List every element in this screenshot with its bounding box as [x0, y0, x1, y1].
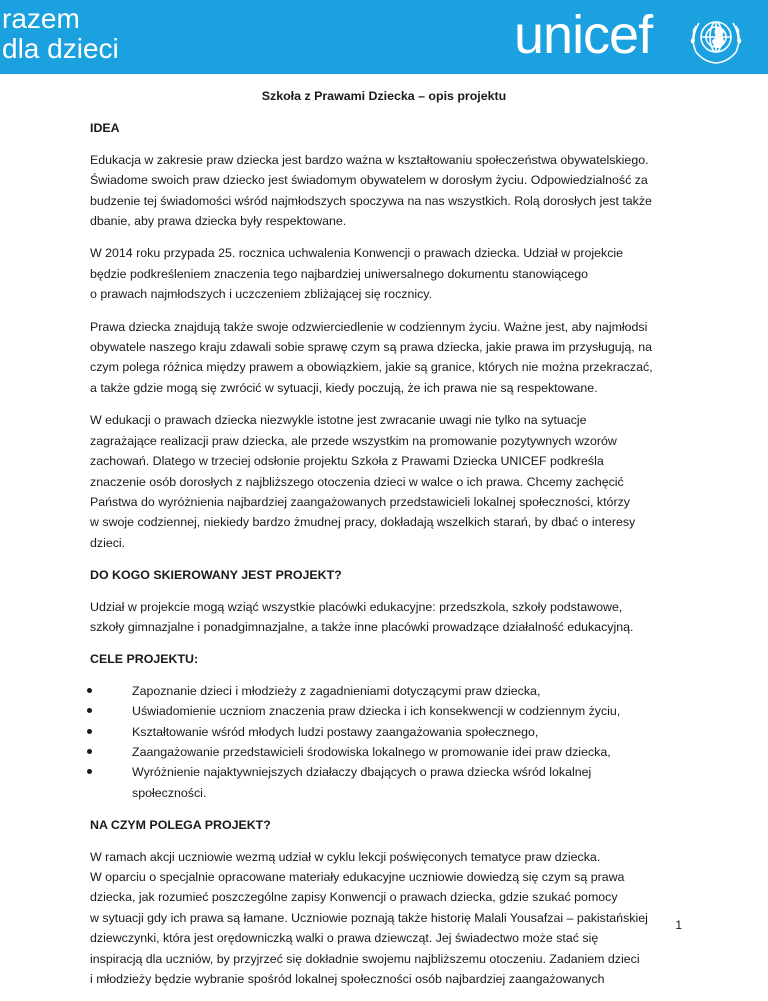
- text-line: zachowań. Dlatego w trzeciej odsłonie projektu Szkoła z Prawami Dziecka UNICEF podkreśla: [90, 454, 604, 469]
- list-item: [90, 681, 678, 701]
- text-line: dziewczynki, która jest orędowniczką walki o prawa dziewcząt. Jej świadectwo może stać się: [90, 931, 599, 946]
- list-item: [90, 701, 678, 721]
- list-item-text: Wyróżnienie najaktywniejszych działaczy dbających o prawa dziecka wśród lokalnej: [132, 765, 592, 780]
- text-line: W edukacji o prawach dziecka niezwykle istotne jest zwracanie uwagi nie tylko na sytuacje: [90, 413, 587, 428]
- section-heading-idea: IDEA: [90, 121, 120, 136]
- text-line: w sytuacji gdy ich prawa są łamane. Uczniowie poznają także historię Malali Yousafzai – pakistańskiej: [90, 910, 648, 925]
- header-banner: [0, 0, 768, 74]
- text-line: Udział w projekcie mogą wziąć wszystkie placówki edukacyjne: przedszkola, szkoły podstawowe,: [90, 599, 623, 614]
- goals-list: [90, 681, 678, 803]
- list-item-text: Zapoznanie dzieci i młodzieży z zagadnieniami dotyczącymi praw dziecka,: [132, 683, 541, 698]
- document-title: Szkoła z Prawami Dziecka – opis projektu: [261, 89, 507, 103]
- text-line: budzenie tej świadomości wśród najmłodszych spoczywa na nas wszystkich. Rolą dorosłych jest także: [90, 193, 652, 208]
- list-item: [90, 722, 678, 742]
- text-line: w swoje codziennej, niekiedy bardzo żmudnej pracy, dokładają wszelkich starań, by dbać o interesy: [90, 515, 636, 530]
- text-line: znaczenie osób dorosłych z najbliższego otoczenia dzieci w walce o ich prawa. Chcemy zachęcić: [90, 474, 624, 489]
- section-heading-method: NA CZYM POLEGA PROJEKT?: [90, 818, 271, 833]
- text-line: W ramach akcji uczniowie wezmą udział w cyklu lekcji poświęconych tematyce praw dziecka.: [90, 849, 601, 864]
- text-line: czym polega różnica między prawem a obowiązkiem, jakie są granice, których nie można przekraczać,: [90, 360, 653, 375]
- paragraph: [90, 150, 678, 232]
- text-line: będzie podkreśleniem znaczenia tego najbardziej uniwersalnego dokumentu stanowiącego: [90, 266, 589, 281]
- section-heading-goals: CELE PROJEKTU:: [90, 652, 199, 667]
- text-line: dbanie, aby prawa dziecka były respektowane.: [90, 214, 347, 229]
- list-item-text: Zaangażowanie przedstawicieli środowiska lokalnego w promowanie idei praw dziecka,: [132, 744, 611, 759]
- text-line: W oparciu o specjalnie opracowane materiały edukacyjne uczniowie dowiedzą się czym są prawa: [90, 870, 625, 884]
- unicef-logo-text: unicef: [514, 5, 653, 65]
- slogan-line-2: dla dzieci: [2, 33, 119, 64]
- text-line: W 2014 roku przypada 25. rocznica uchwalenia Konwencji o prawach dziecka. Udział w projekcie: [90, 246, 624, 261]
- section-heading-audience: DO KOGO SKIEROWANY JEST PROJEKT?: [90, 568, 342, 583]
- slogan-line-1: razem: [2, 3, 80, 34]
- list-item: [90, 742, 678, 762]
- text-line: zagrażające realizacji praw dziecka, ale przede wszystkim na promowanie pozytywnych wzorów: [90, 433, 617, 448]
- text-line: a także gdzie mogą się zwrócić w sytuacji, kiedy poczują, że ich prawa nie są respektowane.: [90, 380, 598, 395]
- text-line: dzieci.: [90, 535, 126, 550]
- paragraph: [90, 597, 678, 638]
- text-line: Świadome swoich praw dziecko jest świadomym obywatelem w dorosłym życiu. Odpowiedzialność za: [90, 173, 648, 188]
- text-line: Edukacja w zakresie praw dziecka jest bardzo ważna w kształtowaniu społeczeństwa obywatelskiego.: [90, 152, 649, 167]
- document-body: [90, 86, 678, 1001]
- list-item-text: Uświadomienie uczniom znaczenia praw dziecka i ich konsekwencji w codziennym życiu,: [132, 704, 621, 719]
- paragraph: [90, 243, 678, 304]
- text-line: inspiracją dla uczniów, by przyjrzeć się dokładnie swojemu najbliższemu otoczeniu. Zadaniem dzieci: [90, 951, 640, 966]
- text-line: o prawach najmłodszych i uczczeniem zbliżającej się rocznicy.: [90, 287, 433, 302]
- paragraph: [90, 317, 678, 399]
- page-number: 1: [675, 918, 682, 932]
- paragraph: [90, 410, 678, 553]
- list-item: [90, 762, 678, 803]
- slogan: [2, 4, 222, 64]
- text-line: i młodzieży będzie wybranie spośród lokalnej społeczności osób najbardziej zaangażowanych: [90, 972, 605, 987]
- unicef-emblem-icon: [686, 8, 746, 68]
- list-item-text: Kształtowanie wśród młodych ludzi postawy zaangażowania społecznego,: [132, 724, 539, 739]
- text-line: Państwa do wyróżnienia najbardziej zaangażowanych przedstawicieli lokalnej społeczności, którzy: [90, 494, 630, 509]
- text-line: Prawa dziecka znajdują także swoje odzwierciedlenie w codziennym życiu. Ważne jest, aby najmłodsi: [90, 319, 648, 334]
- paragraph: [90, 847, 678, 990]
- text-line: dziecka, jak rozumieć poszczególne zapisy Konwencji o prawach dziecka, gdzie szukać pomocy: [90, 890, 618, 905]
- list-item-text: społeczności.: [132, 785, 207, 800]
- text-line: szkoły gimnazjalne i ponadgimnazjalne, a także inne placówki prowadzące działalność edukacyjną.: [90, 619, 634, 634]
- text-line: obywatele naszego kraju zdawali sobie sprawę czym są prawa dziecka, jakie prawa im przysługują, na: [90, 340, 652, 355]
